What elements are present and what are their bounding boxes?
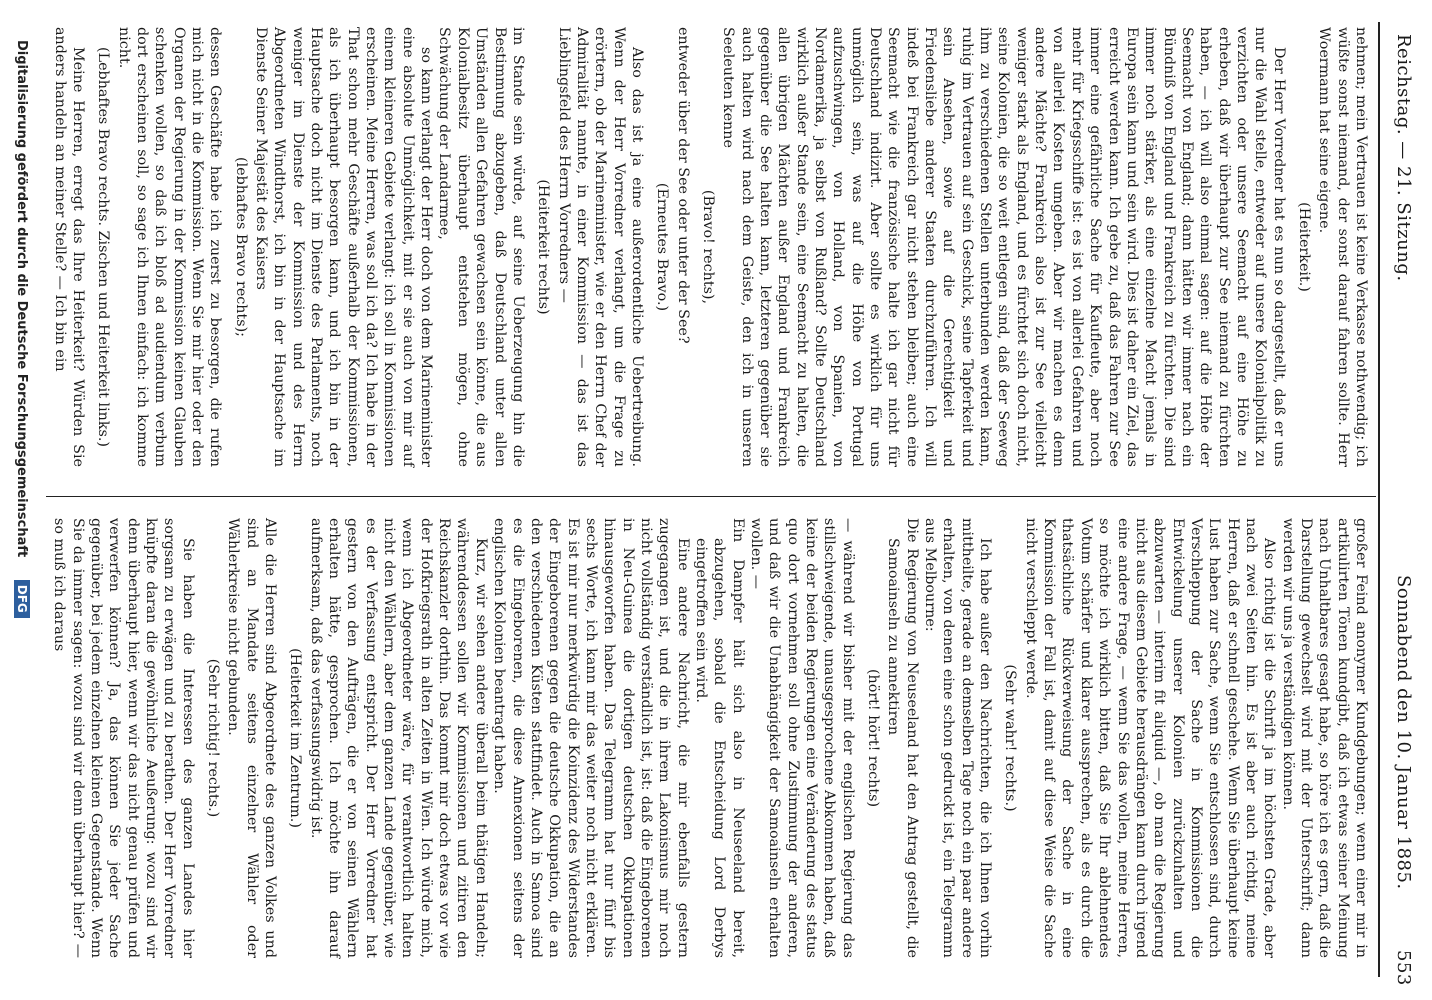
speech-interjection: (Erneutes Bravo.) [654,182,671,312]
dfg-logo: DFG [14,580,30,618]
speech-interjection: (Heiterkeit im Zentrum.) [287,648,304,828]
paragraph: entweder über der See oder unter der See? [674,27,691,344]
speech-interjection: (Lebhaftes Bravo rechts. Zischen und Heiterkeit links.) [95,47,112,447]
speech-interjection: (Sehr richtig! rechts.) [205,658,222,818]
paragraph: Ich habe außer den Nachrichten, die ich Ihnen vorhin mittheilte, gerade an demselben Tage noch ein paar andere erhalten, von denen eine schon gedruckt ist, ein Telegramm aus Melbourne: [922,518,994,958]
column-divider [46,496,1376,497]
paragraph: Eine andere Nachricht, die mir ebenfalls gestern zugegangen ist, und die in ihrem Lakonismus mir noch nicht vollständig verständlich ist, ist: daß die Eingeborenen in Neu-Guinea die dortigen deutschen Okkupationen hinausgeworfen haben. Das Telegramm hat nur fünf bis sechs Worte, ich kann mir das weiter noch nicht erklären. Es ist mir nur merkwürdig die Koinzidenz des Widerstandes der Eingeborenen gegen die deutsche Okkupation, die an den verschiedenen Küsten stattfindet. Auch in Samoa sind es die Eingeborenen, die diese Annexionen seitens der englischen Kolonien beantragt haben. [491,518,691,958]
speech-interjection: (Sehr wahr! rechts.) [1002,664,1019,812]
quotation: Die Regierung von Neuseeland hat den Antrag gestellt, die Samoainseln zu annektiren [885,518,920,958]
speech-interjection: (hört! hört! rechts) [865,668,882,808]
paragraph: dessen Geschäfte habe ich zuerst zu besorgen, die rufen mich nicht in die Kommission. Wenn Sie mir hier oder den Organen der Regierung in der Kommission keinen Glauben schenken wollen, so daß ich bloß ad audiendum verbum dort erscheinen soll, so sage ich Ihnen einfach: ich komme nicht. [115,27,224,467]
paragraph: Sie haben die Interessen des ganzen Landes hier sorgsam zu erwägen und zu berathen. Der Herr Vorredner knüpfte daran die gewöhnliche Aeußerung: wozu sind wir denn überhaupt hier, wenn wir das nicht genau prüfen und verwerfen können? Ja, das können Sie jeder Sache gegenüber, bei jedem einzelnen kleinen Gegenstande. Wenn Sie da immer sagen: wozu sind wir denn überhaupt hier? — so muß ich daraus [51,518,196,958]
paragraph: Alle die Herren sind Abgeordnete des ganzen Volkes und sind an Mandate seitens einzelner Wähler oder Wählerkreise nicht gebunden. [225,518,279,958]
paragraph: im Stande sein würde, auf seine Ueberzeugung hin die Bestimmung abzugeben, daß Deutschland unter allen Umständen allen Gefahren gewachsen sein könne, die aus Kolonialbesitz überhaupt entstehen mögen, ohne Schwächung der Landarmee, [436,27,526,467]
paragraph: — während wir bisher mit der englischen Regierung das stillschweigende, unausgesprochene Abkommen haben, daß keine der beiden Regierungen eine Veränderung des status quo dort vornehmen soll ohne Zustimmung der anderen, und daß wir die Unabhängigkeit der Samoainseln erhalten wollen. — [748,518,856,958]
speech-interjection: (Heiterkeit.) [1295,202,1312,292]
paragraph: nehmen; mein Vertrauen ist keine Verkasse nothwendig; ich wüßte sonst niemand, der sonst darauf fahren sollte. Herr Woermann hat seine eigene. [1316,27,1369,467]
running-header-date: Sonnabend den 10. Januar 1885. [1393,575,1414,890]
header-rule [1378,22,1380,977]
paragraph: Meine Herren, erregt das Ihre Heiterkeit? Würden Sie anders handeln an meiner Stelle? — Ich bin ein [51,27,86,467]
paragraph: Also richtig ist die Schrift ja im höchsten Grade, aber nach zwei Seiten hin. Es ist aber auch richtig, meine Herren, daß er schnell geschehe. Wenn Sie überhaupt keine Lust haben zur Sache, wenn Sie entschlossen sind, durch Verschleppung der Sache in Kommissionen die Entwickelung unserer Kolonien zurückzuhalten und abzuwarten — interim fit aliquid —, ob man die Regierung nicht aus diesem Gebiete herausdrängen kann durch irgend eine andere Frage, — wenn Sie das wollen, meine Herren, so möchte ich wirklich bitten, daß Sie Ihr ablehnendes Votum schärfer und klarer aussprechen, als es durch die thatsächliche Rückverweisung der Sache in eine Kommission der Fall ist, damit auf diese Weise die Sache nicht verschleppt werde. [1022,518,1278,958]
paragraph: großer Feind anonymer Kundgebungen; wenn einer mir in artikulirten Tönen kundgibt, daß ich etwas seiner Meinung nach Unhaltbares gesagt habe, so höre ich es gern, daß die Darstellung gewechselt wird mit der Unterschrift; dann werden wir uns ja verständigen können. [1279,518,1369,958]
speech-interjection: (Bravo! rechts), [699,189,716,305]
page-number: 553 [1393,950,1414,986]
paragraph: so kann verlangt der Herr doch von dem Marineminister eine absolute Unmöglichkeit, mit er sie auch von mir auf einem kleineren Gebiete verlangt: ich soll in Kommissionen erscheinen. Meine Herren, was soll ich da? Ich habe in der That schon mehr Geschäfte außerhalb der Kommissionen, als ich überhaupt besorgen kann, und ich bin in der Hauptsache doch nicht im Dienste des Parlaments, noch weniger im Dienste der Kommission und des Herrn Abgeordneten Windthorst, ich bin in der Hauptsache im Dienste Seiner Majestät des Kaisers [253,27,435,467]
paragraph: Also das ist ja eine außerordentliche Uebertreibung. Wenn der Herr Vorredner verlangt, um die Frage zu erörtern, ob der Marineminister, wie er den Herrn Chef der Admiralität nannte, in einer Kommission — das ist das Lieblingsfeld des Herrn Vorredners — [555,27,645,467]
digitization-credit [14,40,30,960]
left-text-column [51,27,1370,467]
running-header-left: Reichstag. — 21. Sitzung. [1393,34,1414,282]
speech-interjection: (Heiterkeit rechts) [535,179,552,315]
right-text-column [51,518,1370,958]
digitization-credit-text: Digitalisierung gefördert durch die Deutsche Forschungsgemeinschaft [14,40,29,558]
paragraph: Der Herr Vorredner hat es nun so dargestellt, daß er uns nur die Wahl stelle, entweder auf unsere Kolonialpolitik zu verzichten oder unsere Seemacht auf eine Höhe zu erheben, daß wir überhaupt zur See niemand zu fürchten haben, — ich will also einmal sagen: auf die Höhe der Seemacht von England; dann hätten wir immer nach ein Bündniß von England und Frankreich zu fürchten. Die sind immer noch stärker, als eine einzelne Macht jemals in Europa sein kann und sein wird. Dies ist daher ein Ziel, das erreicht werden kann. Ich gebe zu, daß das Fahren zur See immer eine gefährliche Sache für Kaufleute, aber noch mehr für Kriegsschiffe ist: es ist von allerlei Gefahren und von allerlei Kosten umgeben. Aber wir machen es denn andere Mächte? Frankreich also ist zur See vielleicht weniger stark als England, und es fürchtet sich doch nicht, seine Kolonien, die so weit entlegen sind, daß der Seeweg ihm zu verschiedenen Stellen unterbunden werden kann, ruhig im Vertrauen auf sein Geschick, seine Tapferkeit und sein Ansehen, sowie auf die Gerechtigkeit und Friedensliebe anderer Staaten durchzuführen. Ich will indeß bei Frankreich gar nicht stehen bleiben; auch eine Seemacht wie die französische halte ich gar nicht für Deutschland indizirt. Aber sollte es wirklich für uns unmöglich sein, was auf die Höhe von Portugal aufzuschwingen, von Holland, von Spanien, von Nordamerika, ja selbst von Rußland? Sollte Deutschland wirklich außer Stande sein, eine Seemacht zu halten, die allen übrigen Mächten außer England und Frankreich gegenüber die See halten kann, letzteren gegenüber sie auch halten wird nach dem Geiste, den ich in unseren Seeleuten kenne [720,27,1287,467]
speech-interjection: (lebhaftes Bravo rechts); [232,157,249,337]
paragraph: Kurz, wir sehen andere überall beim thätigen Handeln; währenddessen sollen wir Kommissionen und zitiren den Reichskanzler dorthin. Das kommt mir doch etwas vor wie der Hofkriegsrath in alten Zeiten in Wien. Ich würde mich, wenn ich Abgeordneter wäre, für verantwortlich halten nicht den Wählern, aber dem ganzen Lande gegenüber, wie es der Verfassung entspricht. Der Herr Vorredner hat gestern von den Aufträgen, die er von seinen Wählern erhalten hätte, gesprochen. Ich möchte ihn darauf aufmerksam, daß das verfassungswidrig ist. [307,518,489,958]
quotation: Ein Dampfer hält sich also in Neuseeland bereit, abzugehen, sobald die Entscheidung Lord Derbys eingetroffen sein wird. [692,518,746,958]
